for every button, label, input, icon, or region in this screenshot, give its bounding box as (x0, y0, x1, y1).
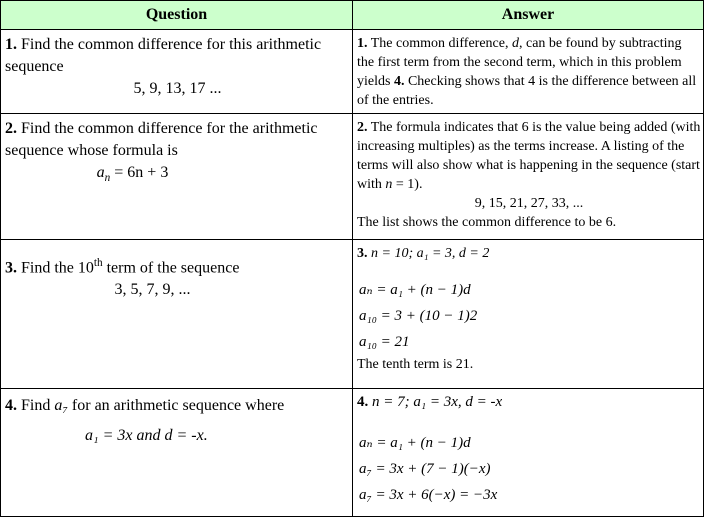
header-row (1, 1, 704, 30)
answer-number: 2. (357, 120, 368, 135)
question-number: 1. (5, 36, 17, 53)
question-text: Find the 10 (21, 259, 94, 277)
answer-number: 3. (357, 246, 368, 261)
answer-variable: n (385, 177, 393, 192)
question-cell (1, 389, 353, 517)
question-header: Question (1, 1, 353, 30)
question-number: 2. (5, 120, 17, 137)
answer-number: 1. (357, 36, 368, 51)
answer-cell (353, 114, 704, 240)
answer-equation: a₁₀ = 3 + (10 − 1)2 (359, 308, 478, 324)
question-number: 4. (5, 397, 17, 414)
answer-cell (353, 30, 704, 114)
question-sequence: 3, 5, 7, 9, ... (114, 281, 191, 299)
answer-number: 4. (357, 394, 369, 410)
answer-text: The formula indicates that 6 is the value being added (with increasing multiples) as the terms increase. A listing of the terms will also show what is happening in the sequence (start with (357, 120, 701, 192)
answer-text: , can be found by subtracting the first term from the second term, which in this problem yields (357, 36, 682, 89)
answer-bold-value: 4. (393, 74, 405, 89)
question-cell (1, 30, 353, 114)
answer-conclusion: The list shows the common difference to be 6. (357, 215, 617, 230)
answer-header: Answer (353, 1, 704, 30)
question-cell (1, 240, 353, 389)
question-sequence: 5, 9, 13, 17 ... (133, 80, 222, 97)
question-text: for an arithmetic sequence where (71, 397, 285, 414)
answer-equation: a₇ = 3x + (7 − 1)(−x) (359, 461, 491, 477)
answer-equation: aₙ = a₁ + (n − 1)d (359, 282, 471, 298)
question-number: 3. (5, 259, 17, 277)
answer-conclusion: The tenth term is 21. (357, 357, 474, 372)
answer-equation: aₙ = a₁ + (n − 1)d (359, 435, 471, 451)
answer-variable: d (512, 36, 519, 51)
question-cell (1, 114, 353, 240)
answer-text: The common difference, (370, 36, 509, 51)
question-text: term of the sequence (102, 259, 240, 277)
question-text: Find the common difference for the arithmetic sequence whose formula is (5, 120, 318, 159)
table-row (1, 114, 704, 240)
answer-text: = 1). (395, 177, 423, 192)
answer-given: 3. n = 10; a₁ = 3, d = 2 (357, 246, 490, 261)
answer-given: 4. n = 7; a₁ = 3x, d = -x (357, 394, 503, 410)
question-variable: a₇ (54, 397, 68, 414)
answer-cell (353, 240, 704, 389)
answer-sequence: 9, 15, 21, 27, 33, ... (474, 196, 584, 211)
answer-text: Checking shows that 4 is the difference between all of the entries. (357, 74, 697, 108)
answer-cell (353, 389, 704, 517)
question-formula: $a_n = 6n + 3$ (96, 164, 169, 185)
table-row (1, 389, 704, 517)
question-text: Find (21, 397, 51, 414)
answer-equation: a₁₀ = 21 (359, 334, 410, 350)
table-row (1, 30, 704, 114)
answer-equation: a₇ = 3x + 6(−x) = −3x (359, 487, 498, 503)
question-condition: a₁ = 3x and d = -x. (85, 427, 208, 444)
ordinal-suffix: th (93, 257, 103, 269)
question-text: Find the common difference for this arithmetic sequence (5, 36, 322, 75)
table-row (1, 240, 704, 389)
